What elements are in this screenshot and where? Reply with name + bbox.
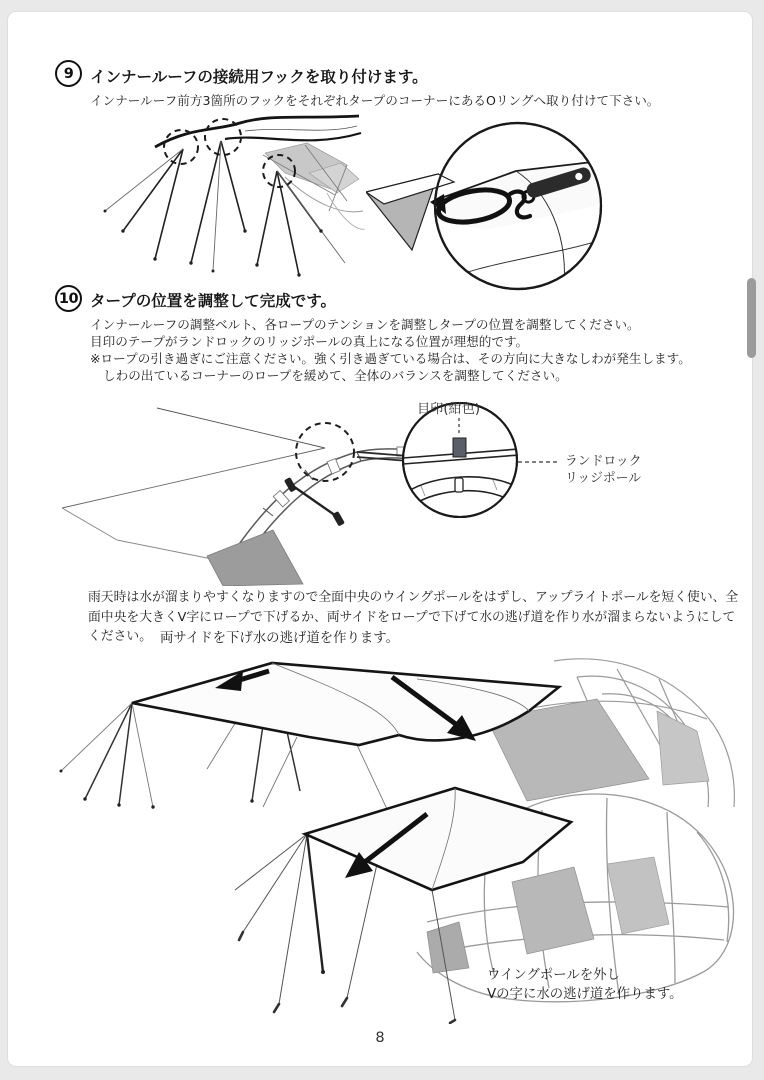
wing-pole-caption-line1: ウイングポールを外し — [487, 968, 620, 983]
step-10-body-line-2: 目印のテープがランドロックのリッジポールの真上になる位置が理想的です。 — [90, 334, 529, 349]
step-9-title: インナールーフの接続用フックを取り付けます。 — [90, 68, 428, 86]
page-number: 8 — [375, 1030, 385, 1046]
both-sides-caption: 両サイドを下げ水の逃げ道を作ります。 — [160, 631, 400, 646]
step-9-body-line: インナールーフ前方3箇所のフックをそれぞれタープのコーナーにあるOリングへ取り付けて下さい。 — [90, 93, 660, 108]
step-10-body-line-1: インナールーフの調整ベルト、各ロープのテンションを調整しタープの位置を調整してください。 — [90, 317, 640, 332]
wing-pole-caption-line2: Vの字に水の逃げ道を作ります。 — [487, 987, 683, 1002]
rain-note: 雨天時は水が溜まりやすくなりますので全面中央のウイングポールをはずし、アップライトポールを短く使い、全面中央を大きくV字にロープで下げるか、両サイドをロープで下げて水の逃げ道を作り水が溜まらないようにしてください。 — [88, 590, 739, 644]
step9-hook-detail-illustration — [366, 118, 614, 294]
step-10-title: タープの位置を調整して完成です。 — [90, 292, 336, 310]
step-10-number: 10 — [58, 290, 79, 307]
v-tarp-shape — [305, 788, 571, 890]
ridge-highlight-circle — [296, 423, 354, 481]
step10-ridge-illustration — [57, 390, 705, 586]
step-10-number-badge — [55, 285, 82, 312]
step-10-body-line-4: しわの出ているコーナーのロープを緩めて、全体のバランスを調整してください。 — [103, 368, 568, 383]
step-9-number-badge — [55, 60, 82, 87]
ridge-pole-callout-line1: ランドロック — [565, 454, 642, 469]
upright-pole — [307, 834, 323, 972]
step-10-body-line-3: ※ロープの引き過ぎにご注意ください。強く引き過ぎている場合は、その方向に大きなしわが発生します。 — [90, 351, 691, 366]
manual-page — [8, 12, 752, 1066]
navy-mark — [453, 438, 466, 457]
mark-callout-label: 目印(紺色) — [417, 402, 481, 417]
step-9-number: 9 — [63, 65, 74, 82]
step9-tarp-frame-illustration — [95, 113, 367, 281]
ridge-pole-callout-line2: リッジポール — [565, 471, 642, 486]
scrollbar-thumb[interactable] — [747, 278, 756, 358]
